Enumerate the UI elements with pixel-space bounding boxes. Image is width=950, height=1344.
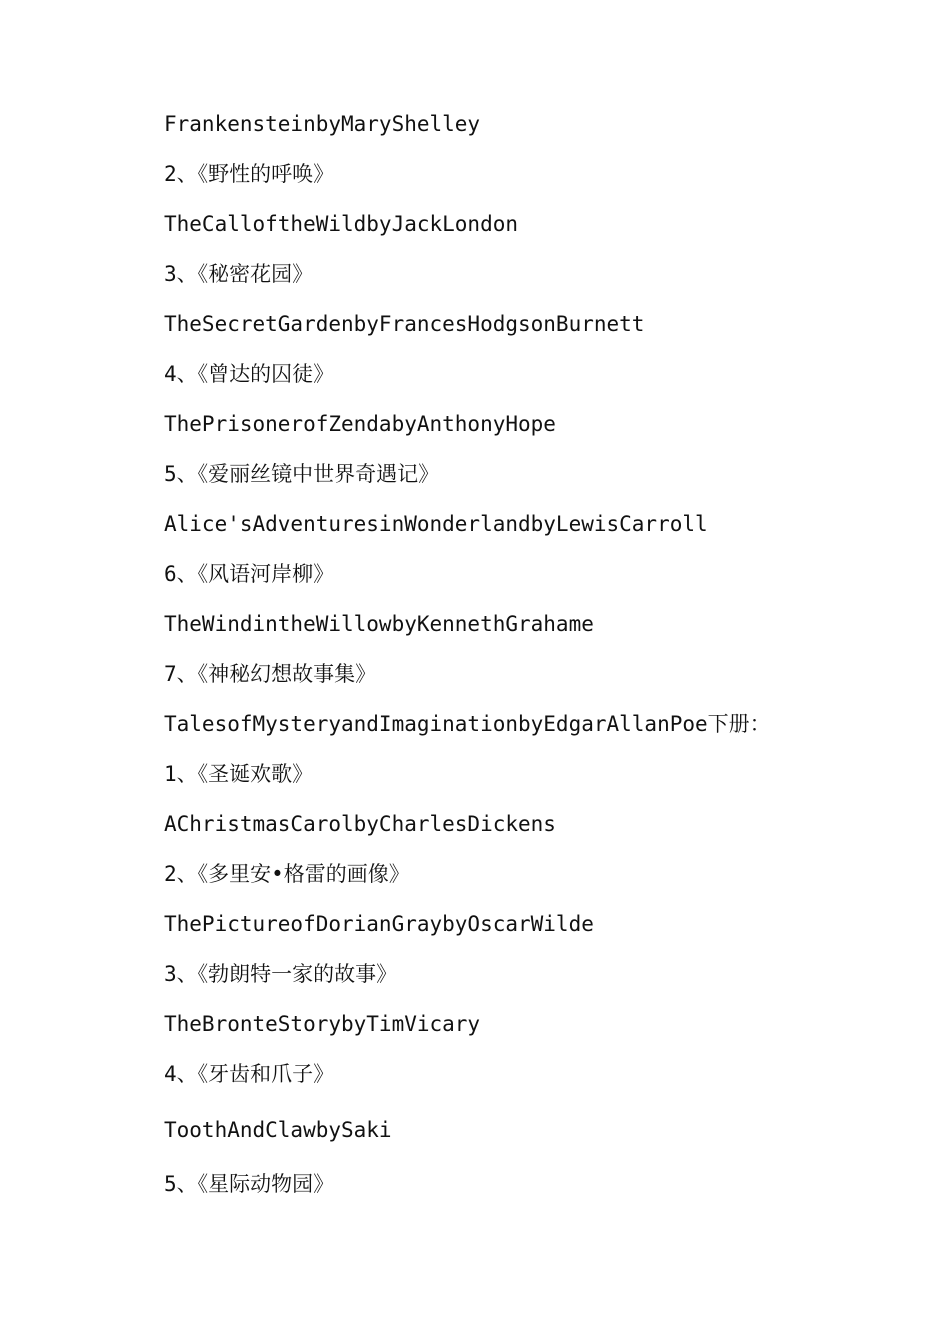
text-line: 1、《圣诞欢歌》: [164, 762, 314, 786]
text-line: 7、《神秘幻想故事集》: [164, 662, 377, 686]
text-line: 2、《多里安•格雷的画像》: [164, 862, 410, 886]
text-line: 6、《风语河岸柳》: [164, 562, 335, 586]
text-line: 3、《秘密花园》: [164, 262, 314, 286]
text-line: 5、《爱丽丝镜中世界奇遇记》: [164, 462, 440, 486]
text-line: 5、《星际动物园》: [164, 1172, 335, 1196]
text-line: TheWindintheWillowbyKennethGrahame: [164, 612, 594, 636]
text-line: ToothAndClawbySaki: [164, 1118, 392, 1142]
text-line: TheCalloftheWildbyJackLondon: [164, 212, 519, 236]
text-line: 2、《野性的呼唤》: [164, 162, 335, 186]
text-line: TheBronteStorybyTimVicary: [164, 1012, 481, 1036]
text-line: ThePrisonerofZendabyAnthonyHope: [164, 412, 556, 436]
text-line: ThePictureofDorianGraybyOscarWilde: [164, 912, 594, 936]
text-line: FrankensteinbyMaryShelley: [164, 112, 481, 136]
text-line: 4、《曾达的囚徒》: [164, 362, 335, 386]
text-line: Alice'sAdventuresinWonderlandbyLewisCarroll: [164, 512, 708, 536]
text-line: AChristmasCarolbyCharlesDickens: [164, 812, 556, 836]
text-line: 3、《勃朗特一家的故事》: [164, 962, 398, 986]
text-line: TalesofMysteryandImaginationbyEdgarAllanPoe下册：: [164, 712, 771, 736]
text-line: 4、《牙齿和爪子》: [164, 1062, 335, 1086]
text-line: TheSecretGardenbyFrancesHodgsonBurnett: [164, 312, 645, 336]
